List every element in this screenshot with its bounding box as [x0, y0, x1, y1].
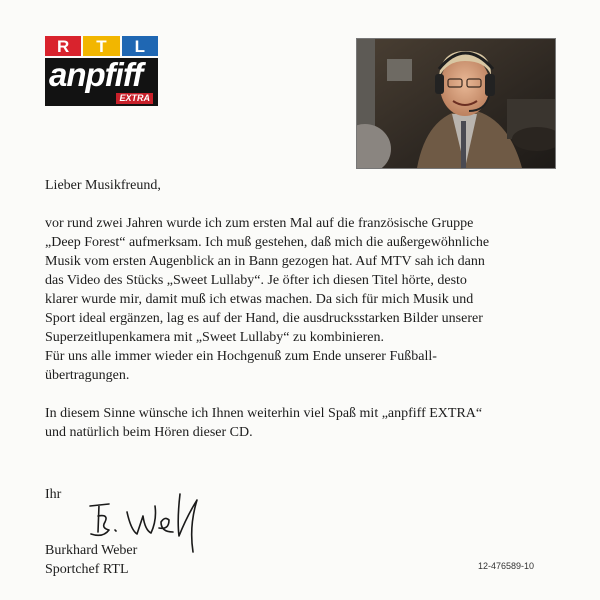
rtl-letter-r: R	[45, 36, 81, 56]
text-line: Musik vom ersten Augenblick an in Bann gezogen hat. Auf MTV sah ich dann	[45, 254, 485, 269]
text-line: und natürlich beim Hören dieser CD.	[45, 425, 253, 440]
text-line: „Deep Forest“ aufmerksam. Ich muß gestehen, daß mich die außergewöhnliche	[45, 235, 490, 250]
letter-paragraph-2	[45, 404, 570, 442]
text-line: übertragungen.	[45, 368, 130, 383]
commentator-photo	[356, 38, 556, 169]
text-line: das Video des Stücks „Sweet Lullaby“. Je öfter ich diesen Titel hörte, desto	[45, 273, 467, 288]
anpfiff-logo-banner	[45, 58, 158, 106]
text-line: Für uns alle immer wieder ein Hochgenuß zum Ende unserer Fußball-	[45, 349, 437, 364]
text-line: Sport ideal ergänzen, lag es auf der Hand, die ausdrucksstarken Bilder unserer	[45, 311, 483, 326]
signer-title: Sportchef RTL	[45, 562, 129, 577]
text-line: vor rund zwei Jahren wurde ich zum ersten Mal auf die französische Gruppe	[45, 216, 474, 231]
rtl-logo	[45, 36, 158, 56]
text-line: In diesem Sinne wünsche ich Ihnen weiterhin viel Spaß mit „anpfiff EXTRA“	[45, 406, 483, 421]
closing: Ihr	[45, 487, 62, 502]
catalog-number: 12-476589-10	[478, 561, 535, 571]
rtl-letter-l: L	[122, 36, 158, 56]
anpfiff-wordmark: anpfiff	[49, 58, 143, 93]
rtl-anpfiff-extra-logo	[45, 36, 158, 106]
extra-badge: EXTRA	[116, 93, 153, 104]
signer-name: Burkhard Weber	[45, 543, 138, 558]
letter-body	[45, 176, 570, 461]
letter-paragraph-1	[45, 214, 570, 385]
commentator-photo-image	[357, 39, 555, 168]
salutation: Lieber Musikfreund,	[45, 178, 161, 193]
signer-block	[45, 541, 137, 579]
text-line: klarer wurde mir, damit muß ich etwas machen. Da sich für mich Musik und	[45, 292, 474, 307]
text-line: Superzeitlupenkamera mit „Sweet Lullaby“ zu kombinieren.	[45, 330, 384, 345]
rtl-letter-t: T	[83, 36, 119, 56]
